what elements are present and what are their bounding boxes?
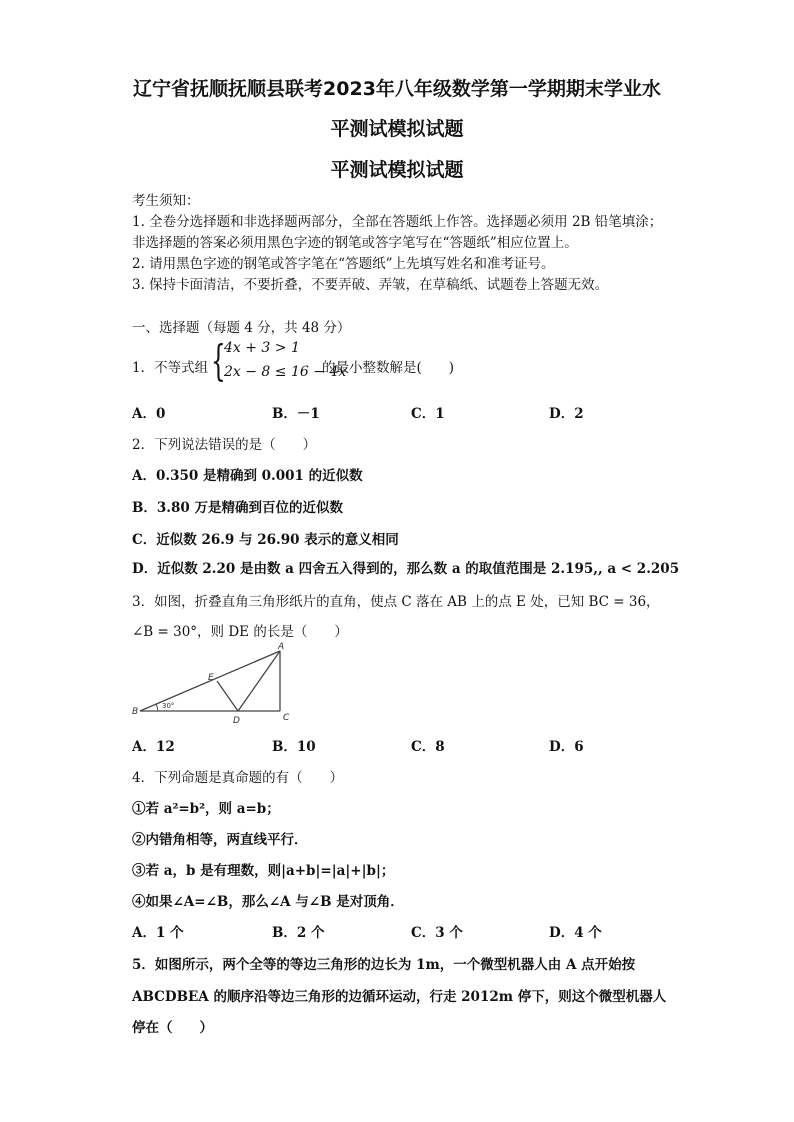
- notice-item-1b: 非选择题的答案必须用黑色字迹的钢笔或答字笔写在“答题纸”相应位置上。: [132, 235, 578, 251]
- q4-option-c: C．3 个: [411, 925, 463, 941]
- q1-suffix: 的最小整数解是( ): [322, 360, 455, 376]
- q4-statement-1: ①若 a²=b²，则 a=b；: [132, 801, 280, 817]
- label-a: A: [278, 642, 285, 652]
- q3-stem-2: ∠B = 30°，则 DE 的长是（ ）: [132, 624, 348, 640]
- page-title-line-1: 辽宁省抚顺抚顺县联考2023年八年级数学第一学期期末学业水: [133, 78, 661, 100]
- page-title-line-3: 平测试模拟试题: [330, 159, 464, 181]
- label-d: D: [233, 716, 240, 726]
- q2-option-b: B．3.80 万是精确到百位的近似数: [132, 500, 343, 516]
- q3-option-c: C．8: [411, 739, 445, 755]
- q2-stem: 2．下列说法错误的是（ ）: [132, 437, 317, 453]
- q5-line-2: ABCDBEA 的顺序沿等边三角形的边循环运动，行走 2012m 停下，则这个微型机器人: [132, 989, 667, 1005]
- q3-stem-1: 3．如图，折叠直角三角形纸片的直角，使点 C 落在 AB 上的点 E 处，已知 BC = 36，: [132, 594, 660, 610]
- q2-option-a: A．0.350 是精确到 0.001 的近似数: [132, 468, 363, 484]
- q2-option-c: C．近似数 26.9 与 26.90 表示的意义相同: [132, 532, 399, 548]
- folded-triangle-figure: [128, 642, 298, 730]
- q4-option-b: B．2 个: [272, 925, 325, 941]
- notice-item-3: 3. 保持卡面清洁，不要折叠，不要弄破、弄皱，在草稿纸、试题卷上答题无效。: [132, 277, 609, 293]
- q4-statement-2: ②内错角相等，两直线平行．: [132, 832, 308, 848]
- page-title-line-2: 平测试模拟试题: [330, 118, 464, 140]
- q3-option-b: B．10: [272, 739, 316, 755]
- q3-option-a: A．12: [132, 739, 175, 755]
- q5-line-3: 停在（ ）: [132, 1020, 213, 1036]
- angle-b-arc: [156, 704, 158, 711]
- q4-option-d: D．4 个: [549, 925, 602, 941]
- label-b: B: [132, 707, 139, 717]
- brace-icon: {: [211, 336, 226, 385]
- q1-option-a: A．0: [132, 406, 166, 422]
- q1-inequality-1: 4x + 3 > 1: [224, 340, 300, 356]
- q4-statement-4: ④如果∠A=∠B，那么∠A 与∠B 是对顶角．: [132, 894, 404, 910]
- q1-option-b: B．－1: [272, 406, 320, 422]
- q3-option-d: D．6: [549, 739, 584, 755]
- q1-option-d: D．2: [549, 406, 584, 422]
- q1-inequality-2: 2x − 8 ≤ 16 − 4x: [224, 364, 347, 380]
- section-heading: 一、选择题（每题 4 分，共 48 分）: [132, 320, 351, 336]
- q1-option-c: C．1: [411, 406, 445, 422]
- q4-option-a: A．1 个: [132, 925, 184, 941]
- q4-stem: 4．下列命题是真命题的有（ ）: [132, 770, 344, 786]
- label-angle-30: 30°: [162, 702, 175, 710]
- q1-prefix: 1．不等式组: [132, 360, 209, 376]
- label-e: E: [208, 673, 214, 683]
- q5-line-1: 5．如图所示，两个全等的等边三角形的边长为 1m，一个微型机器人由 A 点开始按: [132, 957, 636, 973]
- segment-ed: [217, 681, 238, 711]
- q4-statement-3: ③若 a，b 是有理数，则|a+b|=|a|+|b|；: [132, 863, 395, 879]
- notice-item-1a: 1. 全卷分选择题和非选择题两部分，全部在答题纸上作答。选择题必须用 2B 铅笔填涂；: [132, 214, 663, 230]
- label-c: C: [283, 713, 290, 723]
- notice-heading: 考生须知：: [132, 193, 200, 209]
- notice-item-2: 2. 请用黑色字迹的钢笔或答字笔在“答题纸”上先填写姓名和准考证号。: [132, 256, 555, 272]
- q2-option-d: D．近似数 2.20 是由数 a 四舍五入得到的，那么数 a 的取值范围是 2.195,, a < 2.205: [132, 561, 680, 577]
